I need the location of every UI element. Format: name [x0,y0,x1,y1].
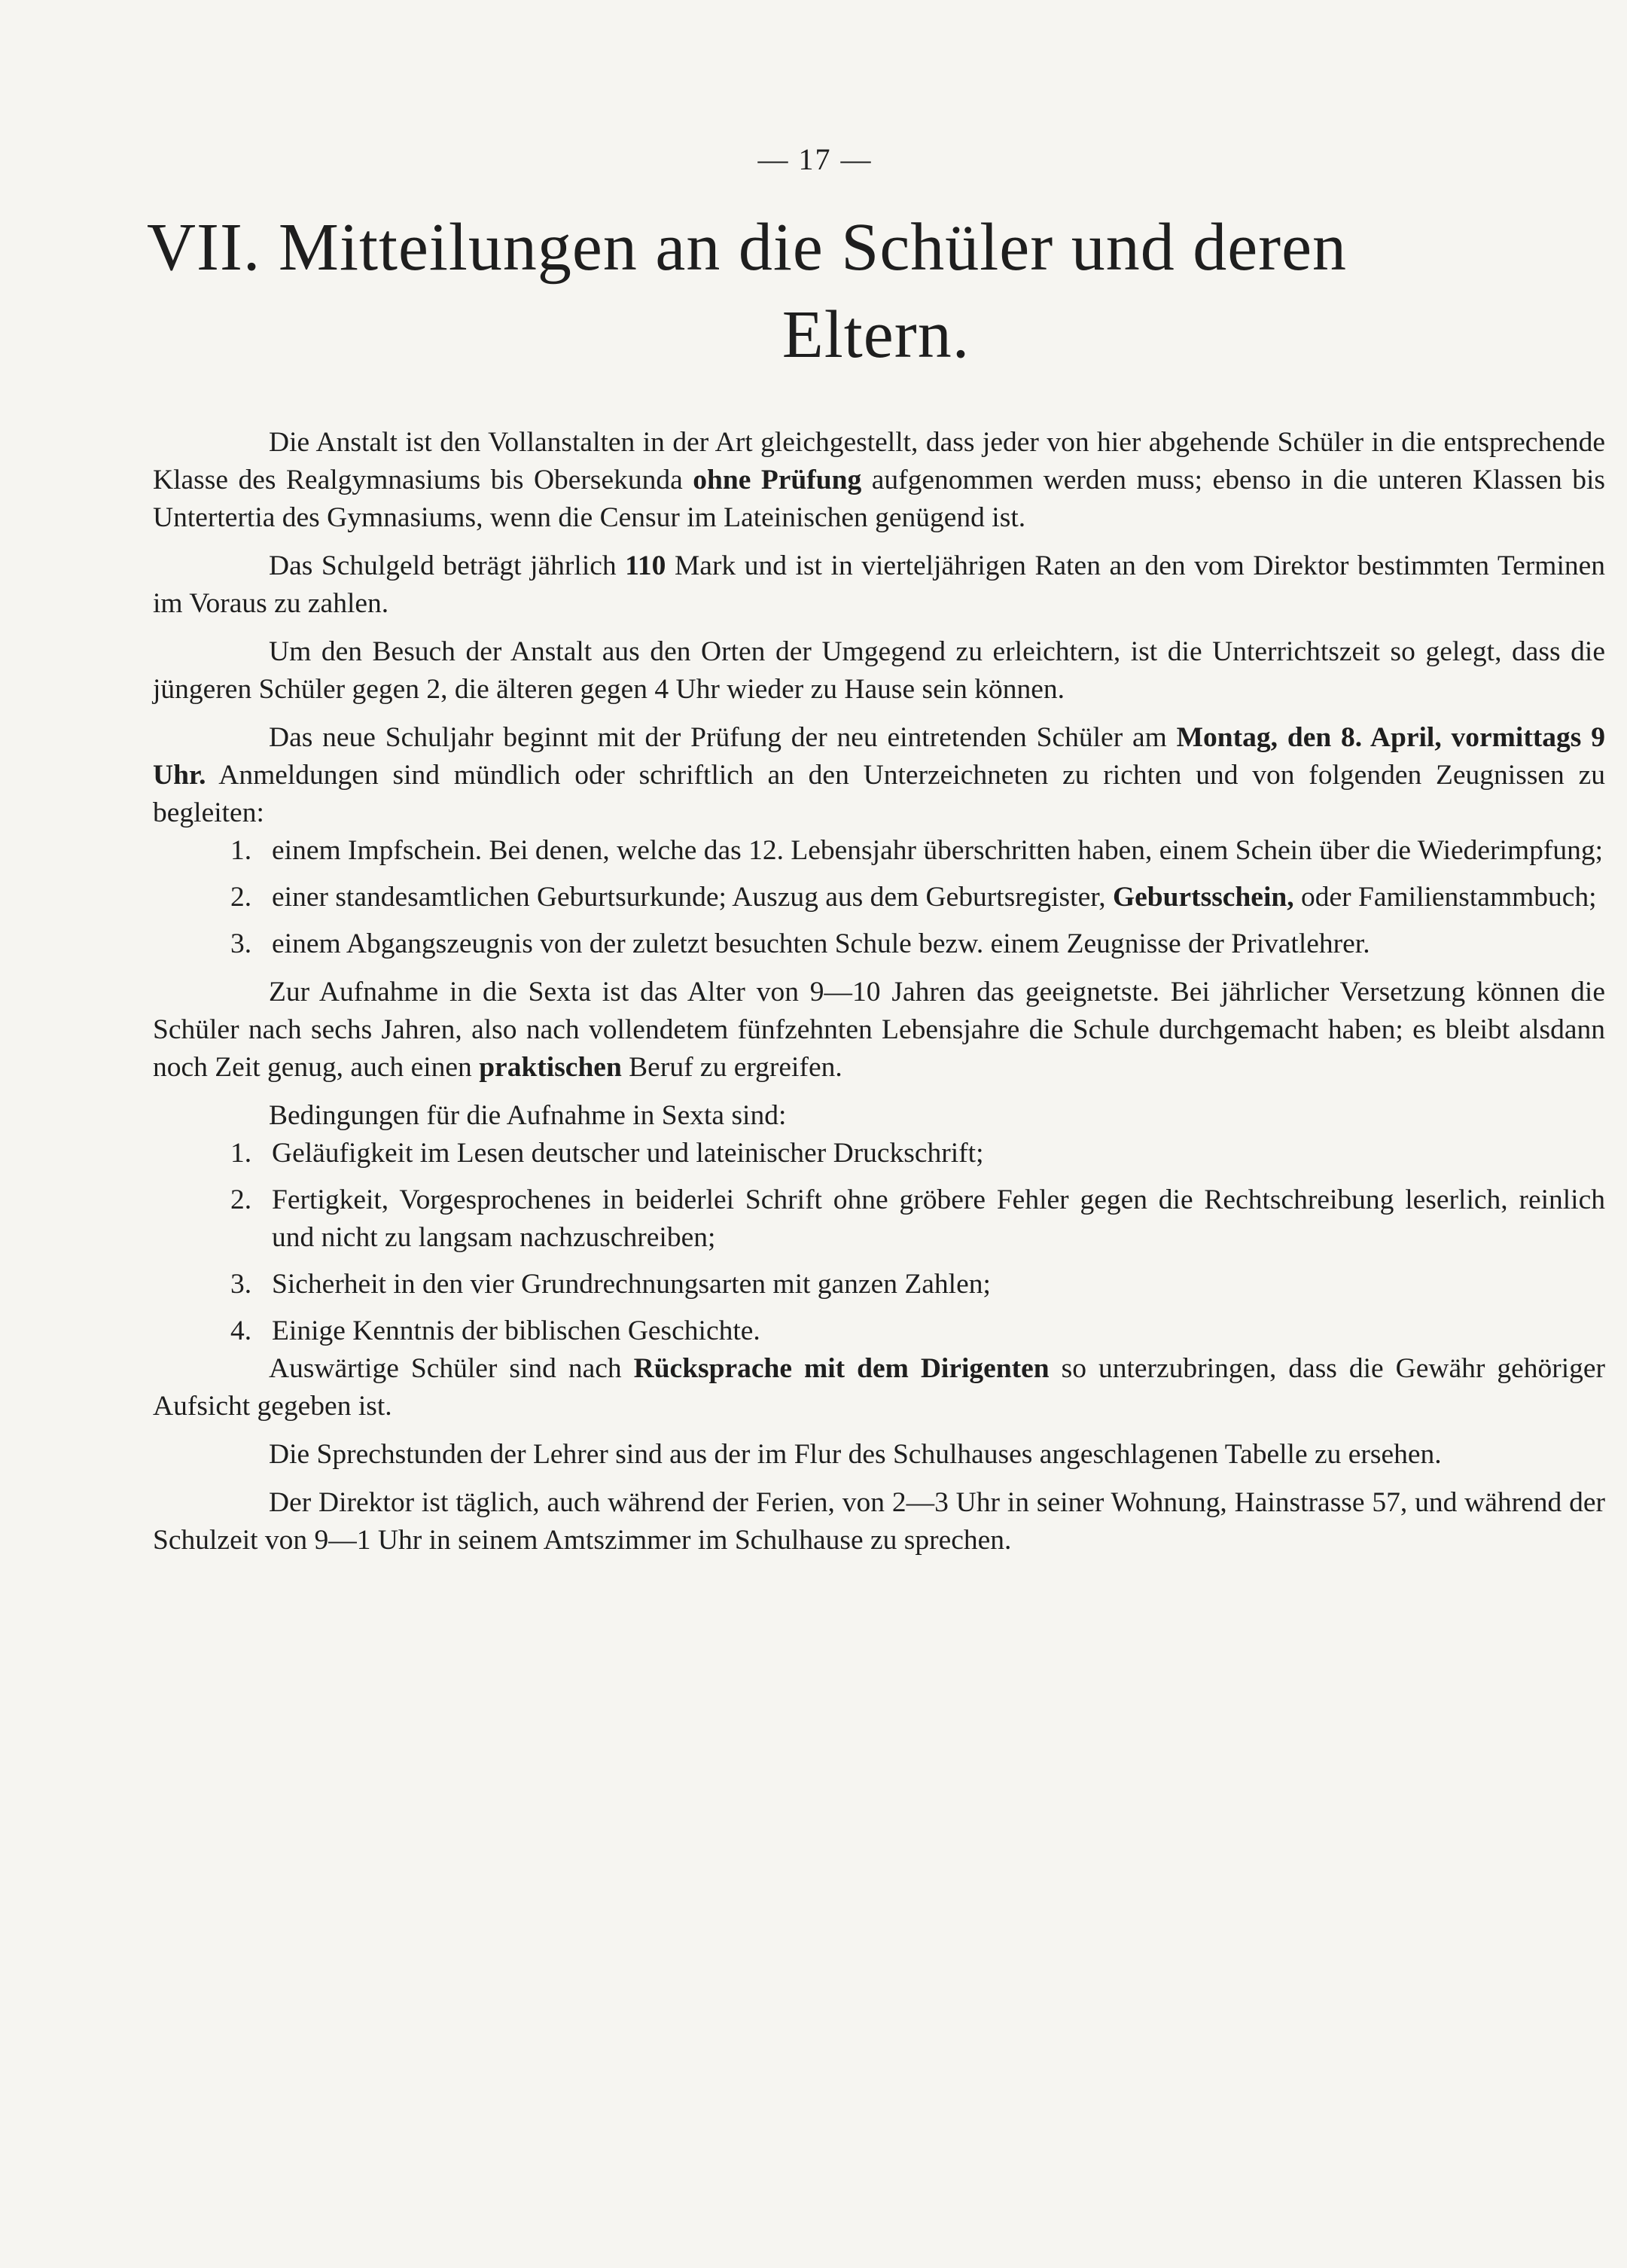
page-number: — 17 — [757,142,873,176]
list-item: 3. einem Abgangszeugnis von der zuletzt besuchten Schule bezw. einem Zeugnisse der Privatlehrer. [230,928,1370,959]
paragraph-director: Der Direktor ist täglich, auch während der Ferien, von 2—3 Uhr in seiner Wohnung, Hainstrasse 57, und während der Schulzeit von 9—1 Uhr in seinem Amtszimmer im Schulhause zu sprechen. [153,1487,1605,1556]
paragraph-school-hours: Um den Besuch der Anstalt aus den Orten der Umgegend zu erleichtern, ist die Unterrichtszeit so gelegt, dass die jüngeren Schüler gegen 2, die älteren gegen 4 Uhr wieder zu Hause sein können. [153,636,1605,705]
heading-line-2: Eltern. [782,297,970,372]
section-heading [147,204,1605,379]
list-item: 3. Sicherheit in den vier Grundrechnungsarten mit ganzen Zahlen; [230,1269,991,1300]
paragraph-school-fee: Das Schulgeld beträgt jährlich 110 Mark und ist in vierteljährigen Raten an den vom Direktor bestimmten Terminen im Voraus zu zahlen. [153,550,1606,619]
paragraph-admission-age: Zur Aufnahme in die Sexta ist das Alter von 9—10 Jahren das geeignetste. Bei jährlicher Versetzung können die Schüler nach sechs Jahren, also nach vollendetem fünfzehnten Lebensjahre die Schule durchgemacht haben; es bleibt alsdann noch Zeit genug, auch einen praktischen Beruf zu ergreifen. [153,977,1605,1083]
required-documents-list [153,832,1605,963]
list-item: 4. Einige Kenntnis der biblischen Geschichte. [230,1315,760,1346]
paragraph-status: Die Anstalt ist den Vollanstalten in der Art gleichgestellt, dass jeder von hier abgehende Schüler in die entsprechende Klasse des Realgymnasiums bis Obersekunda ohne Prüfung aufgenommen werden muss; ebenso in die unteren Klassen bis Untertertia des Gymnasiums, wenn die Censur im Lateinischen genügend ist. [153,427,1605,533]
list-item: 1. Geläufigkeit im Lesen deutscher und lateinischer Druckschrift; [230,1138,984,1169]
paragraph-school-year: Das neue Schuljahr beginnt mit der Prüfung der neu eintretenden Schüler am Montag, den 8. April, vormittags 9 Uhr. Anmeldungen sind mündlich oder schriftlich an den Unterzeichneten zu richten und von folgenden Zeugnissen zu begleiten: [153,722,1605,828]
list-item: 1. einem Impfschein. Bei denen, welche das 12. Lebensjahr überschritten haben, einem Schein über die Wiederimpfung; [230,835,1604,866]
list-item: 2. Fertigkeit, Vorgesprochenes in beiderlei Schrift ohne gröbere Fehler gegen die Rechtschreibung leserlich, reinlich und nicht zu langsam nachzuschreiben; [230,1184,1605,1253]
paragraph-conditions: Bedingungen für die Aufnahme in Sexta sind: [269,1100,787,1131]
admission-conditions-list [153,1135,1605,1350]
paragraph-external-students: Auswärtige Schüler sind nach Rücksprache mit dem Dirigenten so unterzubringen, dass die Gewähr gehöriger Aufsicht gegeben ist. [153,1353,1606,1422]
list-item: 2. einer standesamtlichen Geburtsurkunde; Auszug aus dem Geburtsregister, Geburtsschein, oder Familienstammbuch; [230,882,1597,913]
heading-line-1: VII. Mitteilungen an die Schüler und deren [147,210,1348,285]
paragraph-office-hours: Die Sprechstunden der Lehrer sind aus der im Flur des Schulhauses angeschlagenen Tabelle zu ersehen. [269,1439,1442,1470]
body-text [153,424,1605,1559]
